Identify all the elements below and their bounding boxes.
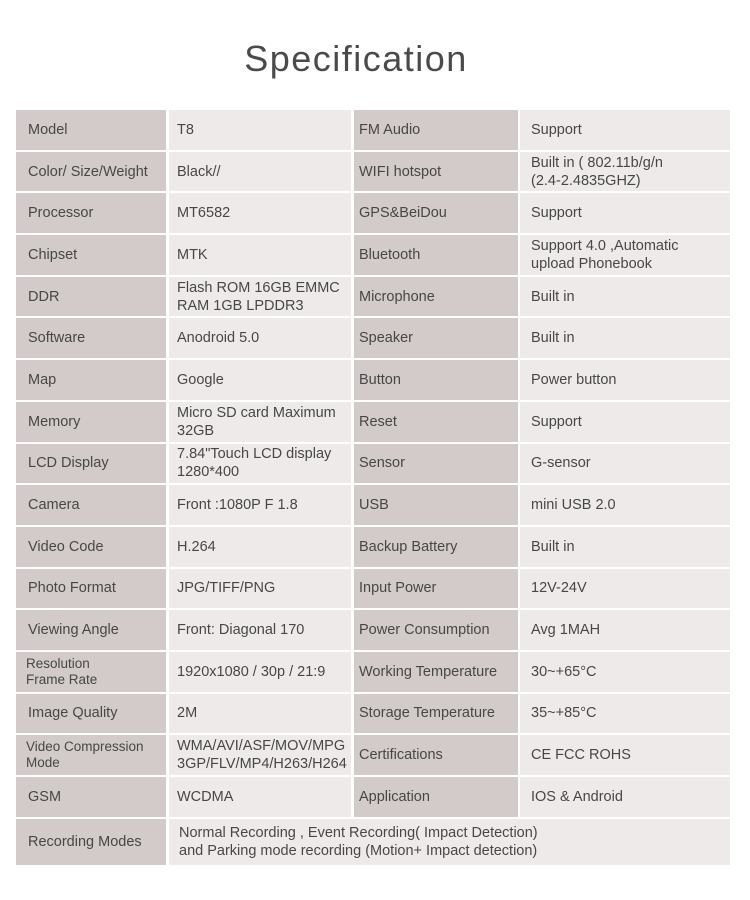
spec-value: MT6582 — [169, 193, 351, 233]
spec-row — [16, 777, 730, 817]
spec-value: Micro SD card Maximum 32GB — [169, 402, 351, 442]
spec-value: Google — [169, 360, 351, 400]
spec-label: Storage Temperature — [354, 694, 518, 734]
spec-label: GSM — [16, 777, 166, 817]
spec-label: Microphone — [354, 277, 518, 317]
spec-row — [16, 527, 730, 567]
spec-value: Built in — [520, 318, 730, 358]
spec-label: Processor — [16, 193, 166, 233]
spec-label: Image Quality — [16, 694, 166, 734]
spec-value: WMA/AVI/ASF/MOV/MPG 3GP/FLV/MP4/H263/H264 — [169, 735, 351, 775]
spec-label: Power Consumption — [354, 610, 518, 650]
spec-label: Resolution Frame Rate — [16, 652, 166, 692]
spec-label: Sensor — [354, 444, 518, 484]
spec-row — [16, 110, 730, 150]
spec-label: Chipset — [16, 235, 166, 275]
spec-label: Input Power — [354, 569, 518, 609]
spec-value: Normal Recording , Event Recording( Impact Detection) and Parking mode recording (Motion+ Impact detection) — [169, 819, 730, 865]
spec-value: 1920x1080 / 30p / 21:9 — [169, 652, 351, 692]
spec-value: G-sensor — [520, 444, 730, 484]
spec-label: Recording Modes — [16, 819, 166, 865]
spec-value: JPG/TIFF/PNG — [169, 569, 351, 609]
spec-row — [16, 193, 730, 233]
spec-label: Software — [16, 318, 166, 358]
spec-label: Camera — [16, 485, 166, 525]
spec-value: CE FCC ROHS — [520, 735, 730, 775]
spec-label: Certifications — [354, 735, 518, 775]
spec-value: Power button — [520, 360, 730, 400]
spec-row — [16, 360, 730, 400]
spec-label: Backup Battery — [354, 527, 518, 567]
spec-value: Support — [520, 110, 730, 150]
spec-row — [16, 402, 730, 442]
spec-value: Avg 1MAH — [520, 610, 730, 650]
spec-row — [16, 152, 730, 192]
spec-value: Built in ( 802.11b/g/n (2.4-2.4835GHZ) — [520, 152, 730, 192]
spec-value: IOS & Android — [520, 777, 730, 817]
spec-label: USB — [354, 485, 518, 525]
spec-value: MTK — [169, 235, 351, 275]
spec-label: Button — [354, 360, 518, 400]
spec-label: Working Temperature — [354, 652, 518, 692]
spec-value: T8 — [169, 110, 351, 150]
spec-label: Memory — [16, 402, 166, 442]
spec-value: 2M — [169, 694, 351, 734]
spec-label: Bluetooth — [354, 235, 518, 275]
spec-row — [16, 569, 730, 609]
spec-value: 30~+65°C — [520, 652, 730, 692]
spec-label: FM Audio — [354, 110, 518, 150]
spec-value: Flash ROM 16GB EMMC RAM 1GB LPDDR3 — [169, 277, 351, 317]
page-title: Specification — [244, 38, 468, 79]
spec-label: WIFI hotspot — [354, 152, 518, 192]
spec-label: Model — [16, 110, 166, 150]
spec-row — [16, 277, 730, 317]
spec-row — [16, 652, 730, 692]
spec-label: Map — [16, 360, 166, 400]
spec-label: DDR — [16, 277, 166, 317]
spec-row — [16, 318, 730, 358]
spec-row — [16, 444, 730, 484]
spec-value: Black// — [169, 152, 351, 192]
spec-row — [16, 610, 730, 650]
spec-label: Color/ Size/Weight — [16, 152, 166, 192]
spec-value: Support — [520, 402, 730, 442]
spec-value: WCDMA — [169, 777, 351, 817]
spec-table — [16, 110, 730, 867]
spec-value: Anodroid 5.0 — [169, 318, 351, 358]
spec-label: Video Code — [16, 527, 166, 567]
spec-label: Reset — [354, 402, 518, 442]
spec-label: Application — [354, 777, 518, 817]
spec-value: H.264 — [169, 527, 351, 567]
spec-value: Front :1080P F 1.8 — [169, 485, 351, 525]
spec-value: Support 4.0 ,Automatic upload Phonebook — [520, 235, 730, 275]
spec-label: Viewing Angle — [16, 610, 166, 650]
spec-value: 12V-24V — [520, 569, 730, 609]
spec-value: Front: Diagonal 170 — [169, 610, 351, 650]
spec-row — [16, 819, 730, 865]
spec-label: Video Compression Mode — [16, 735, 166, 775]
spec-label: Photo Format — [16, 569, 166, 609]
spec-label: LCD Display — [16, 444, 166, 484]
spec-row — [16, 485, 730, 525]
spec-row — [16, 735, 730, 775]
spec-row — [16, 235, 730, 275]
spec-value: mini USB 2.0 — [520, 485, 730, 525]
spec-value: Support — [520, 193, 730, 233]
spec-label: GPS&BeiDou — [354, 193, 518, 233]
spec-value: 35~+85°C — [520, 694, 730, 734]
spec-value: Built in — [520, 277, 730, 317]
spec-label: Speaker — [354, 318, 518, 358]
spec-value: Built in — [520, 527, 730, 567]
spec-row — [16, 694, 730, 734]
spec-value: 7.84"Touch LCD display 1280*400 — [169, 444, 351, 484]
